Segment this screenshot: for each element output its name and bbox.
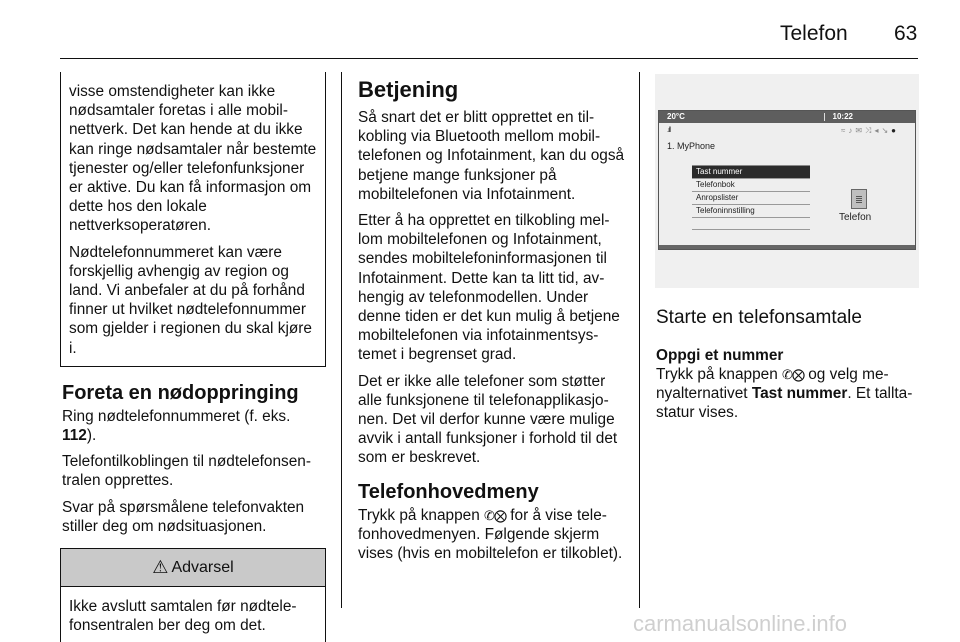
dial-number-label: Tast nummer xyxy=(751,385,848,403)
start-call-paragraph: Trykk på knappen ✆⨂ og velg menyalternativet Tast nummer. Et talltastatur vises. xyxy=(656,366,913,422)
main-menu-paragraph: Trykk på knappen ✆⨂ for å vise telefonhovedmenyen. Følgende skjerm vises (hvis en mobiltelefon er tilkoblet). xyxy=(358,506,623,563)
phone-mute-icon: ✆⨂ xyxy=(484,507,506,523)
ring-icon: ♪ xyxy=(848,126,856,135)
column-divider-1 xyxy=(341,72,342,608)
operation-paragraph-1: Så snart det er blitt opprettet en tilkobling via Bluetooth mellom mobiltelefonen og Infotainment, kan du også betjene mange funksjoner på mobiltelefonen via Infotainment. xyxy=(358,109,625,203)
watermark: carmanualsonline.info xyxy=(633,611,848,636)
operation-paragraph-3: Det er ikke alle telefoner som støtter alle funksjonene til telefonapplikasjonen. Det vil derfor kunne være mulige avvik i antall funksjoner i forhold til det som er beskrevet. xyxy=(358,372,618,467)
section-heading-start-call: Starte en telefonsamtale xyxy=(656,307,862,328)
phone-app-label: Telefon xyxy=(839,212,872,223)
phone-mute-icon: ✆⨂ xyxy=(782,367,804,382)
status-icons xyxy=(841,126,899,136)
shuffle-icon: ⤨ xyxy=(865,126,875,135)
operation-paragraph-2: Etter å ha opprettet en tilkobling mellom mobiltelefonen og Infotainment, sendes mobiltelefoninformasjonen til Infotainment. Dette kan ta litt tid, avhengig av telefonmodellen. Under denne tiden er det kun mulig å betjene mobiltelefonen via infotainmentsystemet i begrenset grad. xyxy=(358,212,620,364)
menu-item-dial-number[interactable]: Tast nummer xyxy=(692,166,810,179)
menu-item-empty xyxy=(692,218,810,230)
signal-strength-icon: .ıll xyxy=(667,127,670,134)
infotainment-screenshot xyxy=(655,74,919,288)
emergency-paragraph-1: Ring nødtelefonnummeret (f. eks. 112). xyxy=(62,407,291,445)
device-name: 1. MyPhone xyxy=(667,141,716,151)
notice-paragraph-1: visse omstendigheter kan ikke nødsamtaler foretas i alle mobilnettverk. Det kan hende at du ikke kan ringe nødsamtaler når bestemte tjenester og/eller telefonfunksjoner er aktive. Du kan få informasjon om dette hos den lokale nettverksoperatøren. xyxy=(69,83,317,235)
column-1 xyxy=(62,72,324,642)
menu-item-phonebook[interactable]: Telefonbok xyxy=(692,179,810,192)
emergency-paragraph-3: Svar på spørsmålene telefonvakten stiller deg om nødsituasjonen. xyxy=(62,498,305,535)
infotainment-screen xyxy=(658,110,916,250)
warning-box xyxy=(60,548,326,642)
status-bar xyxy=(659,111,915,123)
menu-item-phone-settings[interactable]: Telefoninnstilling xyxy=(692,205,810,218)
column-2 xyxy=(358,76,626,570)
phone-menu xyxy=(692,165,810,230)
header-title: Telefon xyxy=(780,22,848,45)
section-heading-phone-main-menu: Telefonhovedmeny xyxy=(358,480,539,503)
warning-body: Ikke avslutt samtalen før nødtelefonsentralen ber deg om det. xyxy=(69,598,297,635)
notice-paragraph-2: Nødtelefonnummeret kan være forskjellig avhengig av region og land. Vi anbefaler at du på forhånd finner ut hvilket nødtelefonnummer som gjelder i regionen du skal kjøre i. xyxy=(69,243,312,357)
mute-icon: ◂ xyxy=(874,126,882,135)
call-icon: ↘ xyxy=(881,126,892,135)
notice-box xyxy=(60,72,326,367)
warning-title: Advarsel xyxy=(171,558,234,576)
section-heading-operation: Betjening xyxy=(358,77,459,102)
status-temperature: 20°C xyxy=(667,112,685,121)
column-divider-2 xyxy=(639,72,640,608)
status-divider xyxy=(824,113,825,121)
message-icon: ✉ xyxy=(855,126,866,135)
bluetooth-icon: ● xyxy=(891,126,899,135)
page-number: 63 xyxy=(894,22,918,45)
emergency-paragraph-2: Telefontilkoblingen til nødtelefonsentralen opprettes. xyxy=(62,453,311,490)
phone-app-icon[interactable] xyxy=(851,189,867,209)
screen-bottom-bar xyxy=(659,245,915,249)
warning-triangle-icon: ⚠ xyxy=(152,556,169,577)
header-rule xyxy=(60,58,918,59)
menu-item-call-lists[interactable]: Anropslister xyxy=(692,192,810,205)
warning-header xyxy=(61,549,325,587)
section-heading-emergency-call: Foreta en nødoppringing xyxy=(62,381,299,404)
subheading-enter-number: Oppgi et nummer xyxy=(656,347,784,364)
wifi-icon: ≈ xyxy=(840,126,849,135)
column-3 xyxy=(656,306,926,430)
emergency-number: 112 xyxy=(62,427,87,445)
status-time: 10:22 xyxy=(832,112,853,121)
